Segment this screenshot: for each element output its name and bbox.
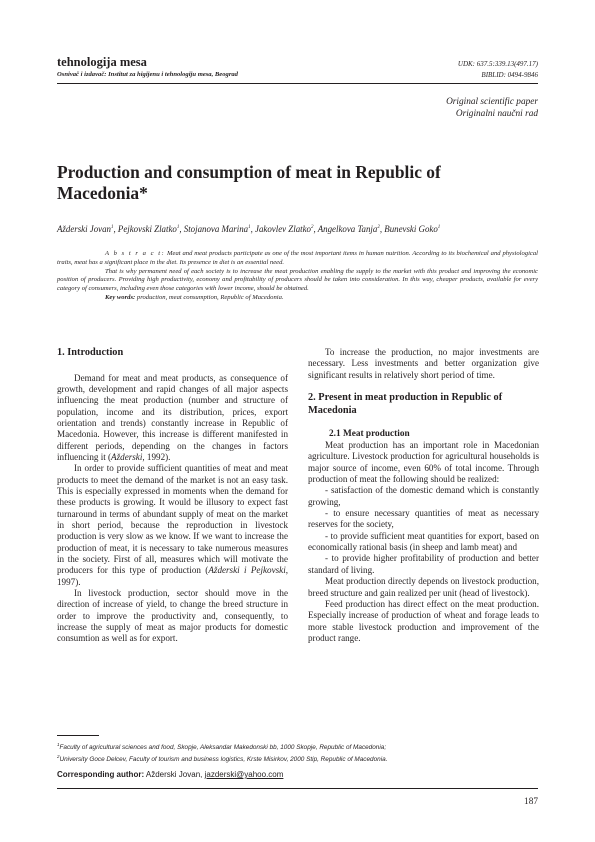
author-list: Ažderski Jovan$^1$, Pejkovski Zlatko$^1$, Stojanova Marina$^1$, Jakovlev Zlatko$^2$, Angelkova Tanja$^2$, Bunevski Goko$^1$ — [57, 224, 441, 234]
email-link[interactable]: jazderski@yahoo.com — [204, 770, 284, 779]
section-heading-introduction: 1. Introduction — [57, 347, 124, 358]
body-paragraph: Meat production has an important role in Macedonian agriculture. Livestock production for agricultural households is major source of income, even 60% of total income. Through production of meat the following should be realized: — [308, 440, 539, 485]
body-paragraph: To increase the production, no major investments are necessary. Less investments and better organization give significant results in relatively short period of time. — [308, 347, 539, 380]
body-paragraph: In livestock production, sector should move in the direction of increase of yield, to change the breed structure in order to improve the productivity and, consequently, to increase the supply of meat as major products for domestic consumtion as well as for export. — [57, 588, 288, 644]
corresponding-label: Corresponding author: — [57, 770, 145, 779]
paragraph-text: Demand for meat and meat products, as consequence of growth, development and rapid changes of all major aspects influencing the meat production (number and structure of population, income and its distribution, prices, export orientation and trends) constantly increase in Republic of Macedonia. However, this increase is different manifested in different periods, depending on the changes in factors influencing it ( — [57, 372, 288, 462]
paragraph-text: , 1992). — [142, 451, 171, 462]
paper-type-local: Originalni naučni rad — [455, 109, 538, 119]
keywords-paragraph — [57, 294, 538, 303]
page-number: 187 — [524, 797, 538, 807]
keywords-label: Key words: — [105, 293, 136, 301]
author-affiliation: 2 — [377, 225, 380, 231]
body-paragraph — [57, 373, 288, 464]
right-column — [308, 347, 539, 644]
footnote-marker: 1 — [57, 742, 60, 747]
author-affiliation: 1 — [248, 225, 251, 231]
footnote-text: University Goce Delcev, Faculty of tourism and business logistics, Krste Misirkov, 2000 Stip, Republic of Macedonia. — [59, 756, 388, 764]
body-paragraph — [57, 463, 288, 588]
paragraph-text: In order to provide sufficient quantities of meat and meat products to meet the demand of the market is not an easy task. This is especially expressed in moments when the demand for these products is growing. It would be illusory to expect fast turnaround in terms of abundant supply of meat on the market in short period, because the reproduction in livestock production is very slow as we know. If we want to increase the production of meat, it is necessary to take numerous measures in the society. First of all, measures which will motivate the producers for this type of production ( — [57, 463, 288, 576]
section-heading-meat-production: 2. Present in meat production in Republic of Macedonia — [308, 392, 503, 416]
left-column — [57, 347, 288, 645]
body-paragraph: Meat production directly depends on livestock production, breed structure and gain realized per unit (head of livestock). — [308, 576, 539, 598]
citation: Ažderski i Pejkovski — [208, 565, 286, 576]
author-affiliation: 1 — [437, 225, 441, 231]
list-item: - to provide higher profitability of production and better standard of living. — [308, 553, 539, 575]
footnotes — [57, 740, 547, 764]
abstract-label: A b s t r a c t: — [105, 250, 166, 257]
list-item: - to provide sufficient meat quantities for export, based on economically rational basis (in sheep and lamb meat) and — [308, 530, 539, 553]
publisher-line: Osnivač i izdavač: Institut za higijenu i tehnologiju mesa, Beograd — [57, 71, 238, 78]
list-item: - satisfaction of the domestic demand which is constantly growing, — [308, 485, 539, 507]
corresponding-name: Ažderski Jovan, — [145, 770, 203, 779]
author-name: Bunevski Goko — [384, 224, 438, 234]
paper-type-en: Original scientific paper — [446, 97, 538, 107]
footnote-marker: 2 — [57, 754, 60, 760]
keywords: production, meat consumption, Republic of Macedonia. — [136, 293, 284, 301]
citation: Ažderski — [111, 451, 143, 462]
author-affiliation: 1 — [176, 225, 180, 231]
abstract — [57, 250, 538, 303]
author-name: Jakovlev Zlatko — [255, 224, 311, 234]
footnote-text: Faculty of agricultural sciences and food, Skopje, Aleksandar Makedonski bb, 1000 Skopje, Republic of Macedonia; — [59, 744, 387, 752]
header-rule — [57, 83, 538, 84]
paragraph-text: , 1997). — [57, 565, 288, 587]
list-item: - to ensure necessary quantities of meat as necessary reserves for the society, — [308, 508, 539, 530]
footnote-2 — [57, 752, 547, 764]
journal-name: tehnologija mesa — [57, 55, 147, 69]
footnote-1 — [57, 740, 547, 752]
abstract-text: Meat and meat products participate as one of the most important items in human nutrition. According to its biochemical and physiological traits, meat has a significant place in the diet. Its presence in diet is an essential need. — [57, 250, 538, 266]
author-name: Pejkovski Zlatko — [117, 224, 177, 234]
udk-code: UDK: 637.5:339.13(497.17) — [457, 60, 538, 68]
author-affiliation: 1 — [110, 225, 114, 231]
author-name: Angelkova Tanja — [317, 224, 378, 234]
abstract-paragraph: That is why permanent need of each society is to increase the meat production enabling the supply to the market with this product and improving the economic position of producers. Providing high productivity, economy and profitability of producers should be taken into consideration. In this way, cheaper products, available for every category of consumers, including even those categories with lower income, should be obtained. — [57, 267, 538, 293]
corresponding-author — [57, 770, 283, 779]
abstract-paragraph — [57, 250, 538, 268]
footnote-rule — [57, 735, 99, 736]
footer-rule — [57, 788, 538, 789]
paper-type — [446, 96, 538, 120]
subsection-heading: 2.1 Meat production — [329, 429, 410, 440]
author-affiliation: 2 — [310, 225, 314, 231]
paper-title: Production and consumption of meat in Republic of Macedonia* — [57, 162, 441, 203]
author-name: Ažderski Jovan — [57, 224, 111, 234]
biblid-code: BIBLID: 0494-9846 — [481, 71, 538, 79]
author-name: Stojanova Marina — [183, 224, 249, 234]
body-paragraph: Feed production has direct effect on the meat production. Especially increase of production of wheat and forage leads to more stable livestock production and improvement of the product range. — [308, 598, 539, 643]
